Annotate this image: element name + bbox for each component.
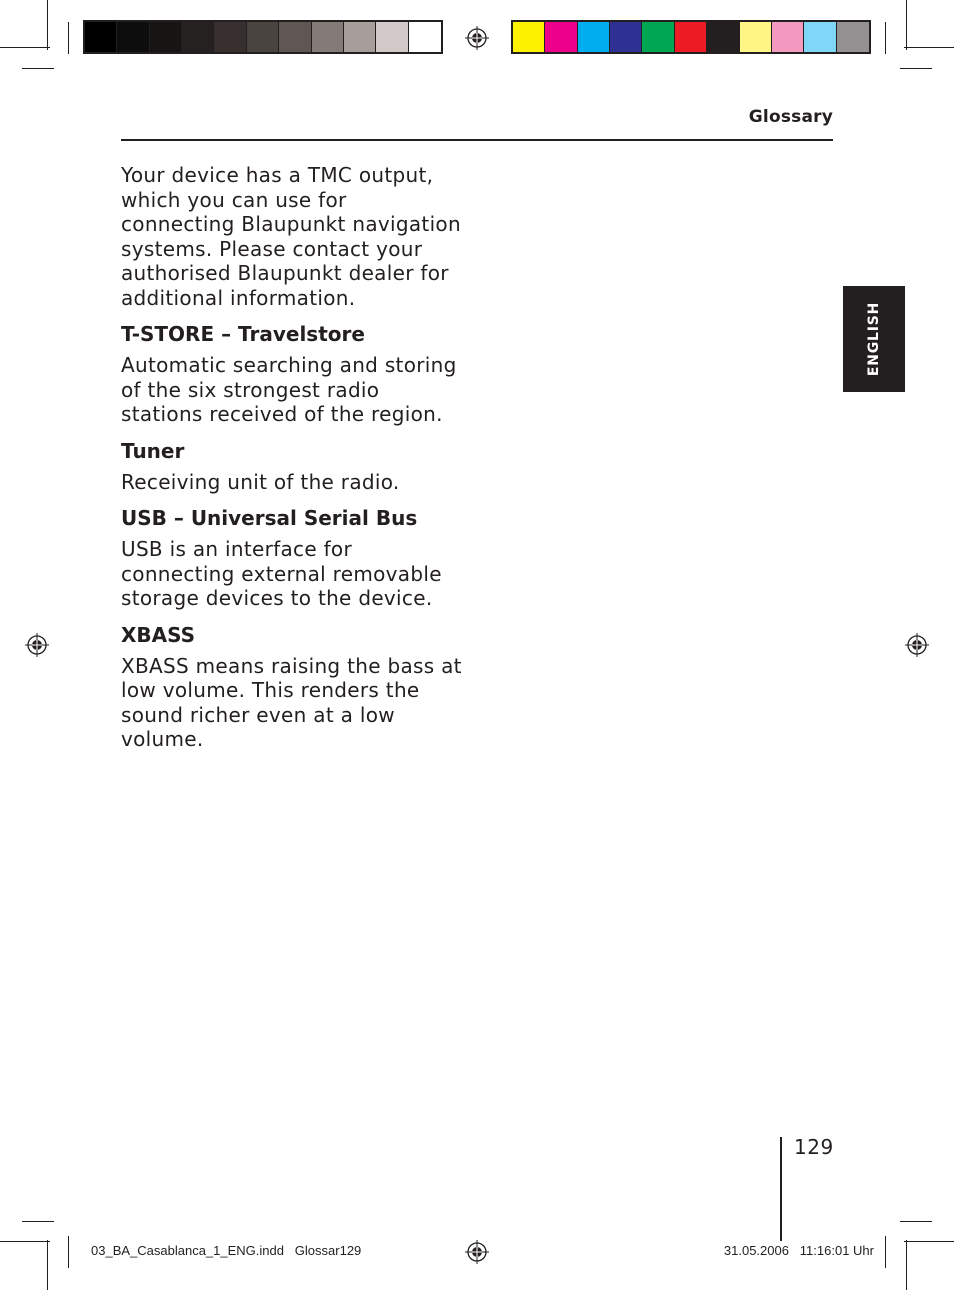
folio-rule: [780, 1137, 782, 1241]
registration-mark-icon: [905, 633, 929, 657]
color-swatch: [85, 22, 117, 52]
crop-mark: [68, 1236, 69, 1268]
crop-mark: [47, 0, 48, 50]
color-swatch: [182, 22, 214, 52]
page-number: 129: [794, 1135, 834, 1159]
color-swatch: [642, 22, 674, 52]
color-swatch: [578, 22, 610, 52]
crop-mark: [0, 47, 50, 48]
crop-mark: [906, 0, 907, 50]
glossary-term: XBASS: [121, 622, 196, 647]
crop-mark: [900, 68, 932, 69]
color-swatch: [214, 22, 246, 52]
crop-mark: [904, 47, 954, 48]
crop-mark: [68, 22, 69, 54]
glossary-term: USB – Universal Serial Bus: [121, 506, 418, 530]
process-color-bar: [511, 20, 871, 54]
crop-mark: [0, 1241, 50, 1242]
glossary-definition: USB is an interface for connecting external removable storage devices to the device.: [121, 537, 442, 610]
crop-mark: [47, 1240, 48, 1290]
color-swatch: [344, 22, 376, 52]
language-tab-label: ENGLISH: [866, 301, 882, 377]
color-swatch: [513, 22, 545, 52]
glossary-definition: Automatic searching and storing of the six strongest radio stations received of the region.: [121, 353, 457, 426]
color-swatch: [707, 22, 739, 52]
glossary-definition: XBASS means raising the bass at low volume. This renders the sound richer even at a low volume.: [121, 653, 462, 751]
color-swatch: [247, 22, 279, 52]
color-swatch: [675, 22, 707, 52]
glossary-column: [121, 163, 466, 752]
crop-mark: [904, 1241, 954, 1242]
crop-mark: [900, 1221, 932, 1222]
slug-datetime: 31.05.2006 11:16:01 Uhr: [723, 1243, 874, 1258]
glossary-term: T-STORE – Travelstore: [121, 322, 365, 346]
color-swatch: [837, 22, 869, 52]
slug-file-info: 03_BA_Casablanca_1_ENG.indd Glossar129: [91, 1243, 362, 1258]
header-rule: [121, 139, 833, 141]
color-swatch: [545, 22, 577, 52]
color-swatch: [804, 22, 836, 52]
running-head: Glossary: [748, 107, 833, 127]
crop-mark: [885, 1236, 886, 1268]
color-swatch: [610, 22, 642, 52]
color-swatch: [740, 22, 772, 52]
color-swatch: [312, 22, 344, 52]
glossary-definition: Receiving unit of the radio.: [121, 469, 400, 494]
grayscale-color-bar: [83, 20, 443, 54]
color-swatch: [409, 22, 441, 52]
color-swatch: [376, 22, 408, 52]
crop-mark: [22, 1221, 54, 1222]
color-swatch: [279, 22, 311, 52]
registration-mark-icon: [465, 1240, 489, 1264]
intro-paragraph: Your device has a TMC output, which you can use for connecting Blaupunkt navigation systems. Please contact your authorised Blaupunkt dealer for additional information.: [121, 163, 461, 310]
crop-mark: [885, 22, 886, 54]
language-tab: [843, 286, 905, 392]
color-swatch: [150, 22, 182, 52]
registration-mark-icon: [465, 26, 489, 50]
color-swatch: [117, 22, 149, 52]
registration-mark-icon: [25, 633, 49, 657]
crop-mark: [906, 1240, 907, 1290]
glossary-term: Tuner: [121, 438, 185, 463]
color-swatch: [772, 22, 804, 52]
crop-mark: [22, 68, 54, 69]
